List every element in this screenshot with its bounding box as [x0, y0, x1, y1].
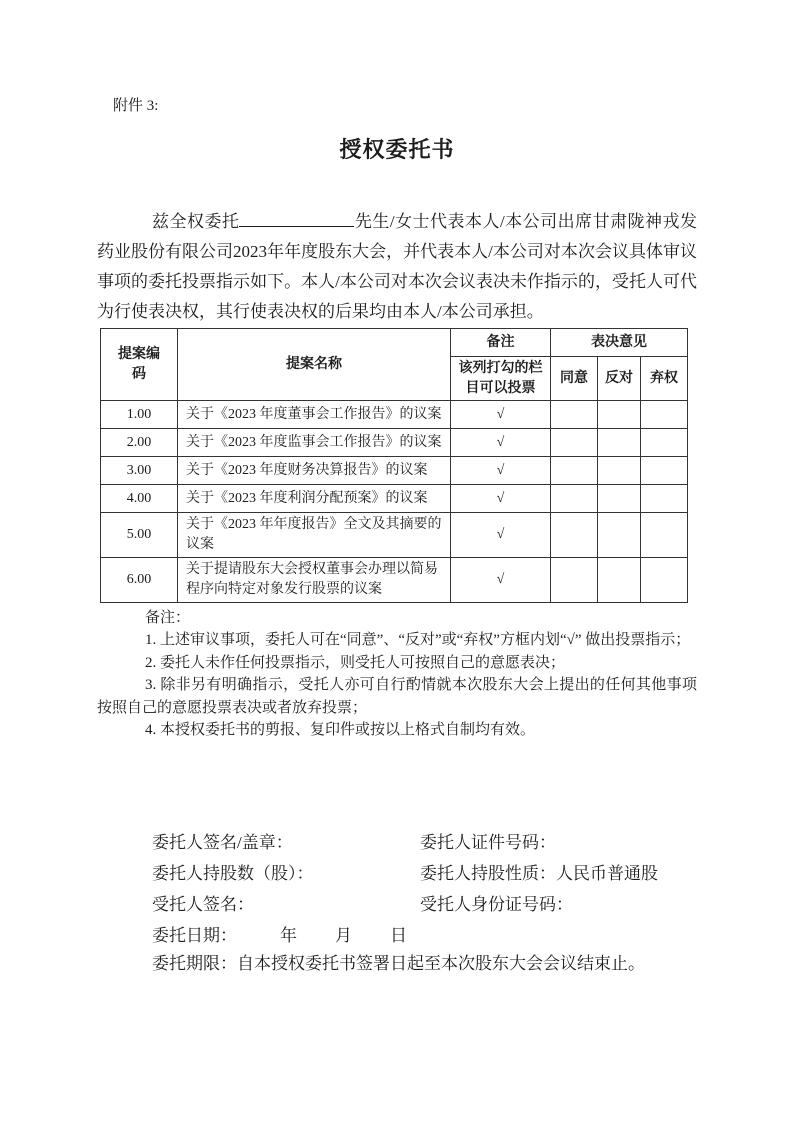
- proposal-code-cell: 3.00: [101, 457, 178, 485]
- vote-abstain-cell: [641, 457, 688, 485]
- trustee-signature-label: 受托人签名：: [152, 895, 254, 915]
- header-remark-note: 该列打勾的栏目可以投票: [451, 357, 551, 401]
- note-item: 1. 上述审议事项，委托人可在“同意”、“反对”或“弃权”方框内划“√” 做出投票指示；: [145, 632, 691, 649]
- proposal-name-cell: 关于《2023 年度监事会工作报告》的议案: [178, 429, 451, 457]
- proposal-code-cell: 2.00: [101, 429, 178, 457]
- vote-against-cell: [598, 457, 641, 485]
- proposal-name-cell: 关于提请股东大会授权董事会办理以简易程序向特定对象发行股票的议案: [178, 558, 451, 603]
- table-row: [101, 513, 688, 558]
- table-row: [101, 558, 688, 603]
- vote-abstain-cell: [641, 558, 688, 603]
- client-shares-label: 委托人持股数（股）：: [152, 864, 314, 884]
- header-proposal-code: 提案编码: [101, 329, 178, 401]
- header-proposal-name: 提案名称: [178, 329, 451, 401]
- votable-check-cell: √: [451, 558, 551, 603]
- table-row: [101, 457, 688, 485]
- header-abstain: 弃权: [641, 357, 688, 401]
- notes-section: [97, 607, 697, 741]
- proxy-name-blank-field: [239, 212, 354, 227]
- proposals-table: [100, 328, 688, 603]
- proposal-name-cell: 关于《2023 年度董事会工作报告》的议案: [178, 401, 451, 429]
- vote-abstain-cell: [641, 485, 688, 513]
- header-vote-opinion: 表决意见: [551, 329, 688, 357]
- proposal-name-cell: 关于《2023 年年度报告》全文及其摘要的议案: [178, 513, 451, 558]
- votable-check-cell: √: [451, 457, 551, 485]
- proposal-name-cell: 关于《2023 年度利润分配预案》的议案: [178, 485, 451, 513]
- vote-agree-cell: [551, 457, 598, 485]
- trustee-id-label: 受托人身份证号码：: [420, 895, 573, 915]
- signature-row: [152, 825, 697, 856]
- vote-agree-cell: [551, 429, 598, 457]
- votable-check-cell: √: [451, 513, 551, 558]
- notes-label: 备注：: [145, 610, 191, 626]
- signature-term-row: [152, 949, 697, 980]
- document-title: 授权委托书: [339, 137, 455, 162]
- vote-agree-cell: [551, 401, 598, 429]
- proposal-code-cell: 6.00: [101, 558, 178, 603]
- intro-paragraph: [97, 207, 697, 327]
- note-item: 2. 委托人未作任何投票指示，则受托人可按照自己的意愿表决；: [145, 654, 566, 671]
- vote-against-cell: [598, 429, 641, 457]
- note-item: 3. 除非另有明确指示，受托人亦可自行酌情就本次股东大会上提出的任何其他事项按照自己的意愿投票表决或者放弃投票；: [97, 677, 697, 716]
- votable-check-cell: √: [451, 401, 551, 429]
- client-signature-label: 委托人签名/盖章：: [152, 833, 293, 853]
- signature-section: [97, 825, 697, 980]
- votable-check-cell: √: [451, 429, 551, 457]
- header-remark: 备注: [451, 329, 551, 357]
- intro-text-after-blank: 先生/女士代表本人/本公司出席甘肃陇神戎发药业股份有限公司2023年年度股东大会，并代表本人/本公司对本次会议具体审议事项的委托投票指示如下。本人/本公司对本次会议表决未作指示的，受托人可代为行使表决权，其行使表决权的后果均由本人/本公司承担。: [97, 212, 698, 321]
- proposal-code-cell: 1.00: [101, 401, 178, 429]
- vote-abstain-cell: [641, 401, 688, 429]
- header-agree: 同意: [551, 357, 598, 401]
- proposal-code-cell: 5.00: [101, 513, 178, 558]
- signature-row: [152, 856, 697, 887]
- table-row: [101, 429, 688, 457]
- proposal-name-cell: 关于《2023 年度财务决算报告》的议案: [178, 457, 451, 485]
- date-year-label: 年: [280, 926, 297, 946]
- term-label: 委托期限：自本授权委托书签署日起至本次股东大会会议结束止。: [152, 954, 645, 974]
- signature-row: [152, 887, 697, 918]
- vote-against-cell: [598, 485, 641, 513]
- client-id-label: 委托人证件号码：: [420, 833, 556, 853]
- vote-against-cell: [598, 513, 641, 558]
- table-row: [101, 485, 688, 513]
- client-share-type-label: 委托人持股性质：人民币普通股: [420, 864, 658, 884]
- intro-text-before-blank: 兹全权委托: [152, 212, 240, 231]
- vote-against-cell: [598, 558, 641, 603]
- signature-date-row: [152, 918, 697, 949]
- header-against: 反对: [598, 357, 641, 401]
- vote-abstain-cell: [641, 429, 688, 457]
- table-row: [101, 401, 688, 429]
- vote-agree-cell: [551, 485, 598, 513]
- vote-agree-cell: [551, 558, 598, 603]
- date-month-label: 月: [335, 926, 352, 946]
- note-item: 4. 本授权委托书的剪报、复印件或按以上格式自制均有效。: [145, 722, 536, 739]
- votable-check-cell: √: [451, 485, 551, 513]
- vote-agree-cell: [551, 513, 598, 558]
- vote-abstain-cell: [641, 513, 688, 558]
- attachment-label: 附件 3:: [113, 98, 159, 114]
- table-header-row-1: [101, 329, 688, 357]
- date-label: 委托日期：: [152, 926, 237, 946]
- date-day-label: 日: [390, 926, 407, 946]
- proposal-code-cell: 4.00: [101, 485, 178, 513]
- vote-against-cell: [598, 401, 641, 429]
